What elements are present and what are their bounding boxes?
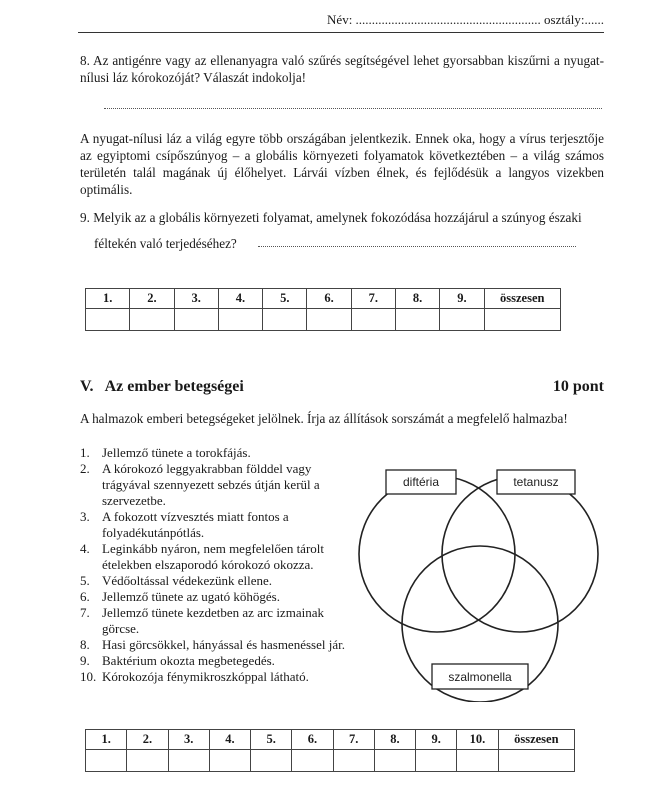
score-header-cell: 8.: [395, 289, 439, 309]
score-input-cell[interactable]: [174, 309, 218, 331]
item-text: Kórokozója fénymikroszkóppal látható.: [102, 669, 309, 684]
score-input-cell[interactable]: [251, 750, 292, 772]
question-9-line2: féltekén való terjedéséhez?: [94, 236, 237, 251]
venn-label-tetanusz: tetanusz: [513, 475, 559, 489]
score-input-cell[interactable]: [292, 750, 333, 772]
item-number: 1.: [80, 445, 90, 460]
venn-label-difteria: diftéria: [402, 475, 440, 489]
item-number: 7.: [80, 605, 90, 620]
item-number: 10.: [80, 669, 97, 684]
statement-list: [80, 445, 355, 685]
score-input-cell[interactable]: [351, 309, 395, 331]
section-points: 10 pont: [552, 378, 604, 395]
score-header-cell: 8.: [374, 730, 415, 750]
score-input-cell[interactable]: [130, 309, 174, 331]
score-input-cell[interactable]: [86, 309, 130, 331]
score-input-cell[interactable]: [395, 309, 439, 331]
item-text: Hasi görcsökkel, hányással és hasmenéssel jár.: [102, 637, 345, 652]
venn-circle-difteria[interactable]: [359, 476, 515, 632]
question-9-line1: 9. Melyik az a globális környezeti folyamat, amelynek fokozódása hozzájárul a szúnyog északi: [80, 210, 582, 225]
venn-label-szalmonella: szalmonella: [448, 670, 512, 684]
item-number: 2.: [80, 461, 90, 476]
score-input-cell[interactable]: [218, 309, 262, 331]
score-table-1-value-row: [86, 309, 561, 331]
item-number: 9.: [80, 653, 90, 668]
score-header-cell: 10.: [457, 730, 498, 750]
score-header-cell: 1.: [86, 289, 130, 309]
list-item: [80, 637, 355, 653]
answer-line-q8[interactable]: [104, 108, 602, 109]
item-text: Jellemző tünete kezdetben az arc izmainak görcse.: [102, 605, 324, 636]
section-instruction: A halmazok emberi betegségeket jelölnek. Írja az állítások sorszámát a megfelelő halmazba!: [80, 411, 568, 426]
item-text: Baktérium okozta megbetegedés.: [102, 653, 275, 668]
item-text: Leginkább nyáron, nem megfelelően tárolt ételekben elszaporodó kórokozó okozza.: [102, 541, 325, 572]
score-input-cell[interactable]: [307, 309, 351, 331]
score-input-cell[interactable]: [209, 750, 250, 772]
score-header-total: összesen: [484, 289, 560, 309]
item-number: 3.: [80, 509, 90, 524]
item-text: A fokozott vízvesztés miatt fontos a folyadékutánpótlás.: [102, 509, 289, 540]
score-input-cell[interactable]: [440, 309, 484, 331]
score-input-cell[interactable]: [457, 750, 498, 772]
item-text: A kórokozó leggyakrabban földdel vagy trágyával szennyezett sebzés útján kerül a szervezetbe.: [102, 461, 320, 508]
score-table-1-header-row: [86, 289, 561, 309]
score-table-1: [85, 288, 561, 331]
score-total-cell[interactable]: [484, 309, 560, 331]
score-input-cell[interactable]: [168, 750, 209, 772]
name-class-field[interactable]: Név: ......................................................... osztály:......: [327, 12, 604, 27]
score-header-cell: 2.: [130, 289, 174, 309]
item-text: Jellemző tünete az ugató köhögés.: [102, 589, 280, 604]
score-header-cell: 6.: [292, 730, 333, 750]
score-header-cell: 3.: [168, 730, 209, 750]
score-total-cell[interactable]: [498, 750, 574, 772]
list-item: [80, 653, 355, 669]
item-text: Védőoltással védekezünk ellene.: [102, 573, 273, 588]
list-item: [80, 605, 355, 637]
score-header-cell: 7.: [333, 730, 374, 750]
score-header-cell: 7.: [351, 289, 395, 309]
score-input-cell[interactable]: [333, 750, 374, 772]
score-header-cell: 4.: [209, 730, 250, 750]
item-number: 6.: [80, 589, 90, 604]
section-title: V. Az ember betegségei: [80, 378, 244, 395]
item-number: 8.: [80, 637, 90, 652]
list-item: [80, 669, 355, 685]
score-input-cell[interactable]: [86, 750, 127, 772]
score-input-cell[interactable]: [416, 750, 457, 772]
header-divider: [78, 32, 604, 33]
question-8: 8. Az antigénre vagy az ellenanyagra való szűrés segítségével lehet gyorsabban kiszűrni a nyugat-nílusi láz kórokozóját? Válaszát indokolja!: [80, 53, 604, 85]
venn-diagram: [352, 462, 612, 702]
passage-text: A nyugat-nílusi láz a világ egyre több országában jelentkezik. Ennek oka, hogy a vírus terjesztője az egyiptomi csípőszúnyog – a globális környezeti folyamatok következtében – a világ számos területén talál magának új élőhelyet. Lárvái vízben élnek, és fejlődésük a langyos vizekben optimális.: [80, 131, 604, 197]
score-input-cell[interactable]: [127, 750, 168, 772]
score-header-cell: 9.: [440, 289, 484, 309]
score-header-cell: 3.: [174, 289, 218, 309]
score-input-cell[interactable]: [263, 309, 307, 331]
score-header-cell: 4.: [218, 289, 262, 309]
score-header-cell: 2.: [127, 730, 168, 750]
score-header-cell: 6.: [307, 289, 351, 309]
score-table-2-header-row: [86, 730, 575, 750]
score-header-total: összesen: [498, 730, 574, 750]
score-table-2: [85, 729, 575, 772]
list-item: [80, 589, 355, 605]
score-table-2-value-row: [86, 750, 575, 772]
score-header-cell: 9.: [416, 730, 457, 750]
answer-line-q9[interactable]: [258, 246, 576, 247]
score-header-cell: 5.: [251, 730, 292, 750]
score-input-cell[interactable]: [374, 750, 415, 772]
list-item: [80, 573, 355, 589]
list-item: [80, 509, 355, 541]
item-text: Jellemző tünete a torokfájás.: [102, 445, 251, 460]
item-number: 5.: [80, 573, 90, 588]
list-item: [80, 461, 355, 509]
score-header-cell: 5.: [263, 289, 307, 309]
venn-circle-tetanusz[interactable]: [442, 476, 598, 632]
list-item: [80, 541, 355, 573]
list-item: [80, 445, 355, 461]
score-header-cell: 1.: [86, 730, 127, 750]
item-number: 4.: [80, 541, 90, 556]
